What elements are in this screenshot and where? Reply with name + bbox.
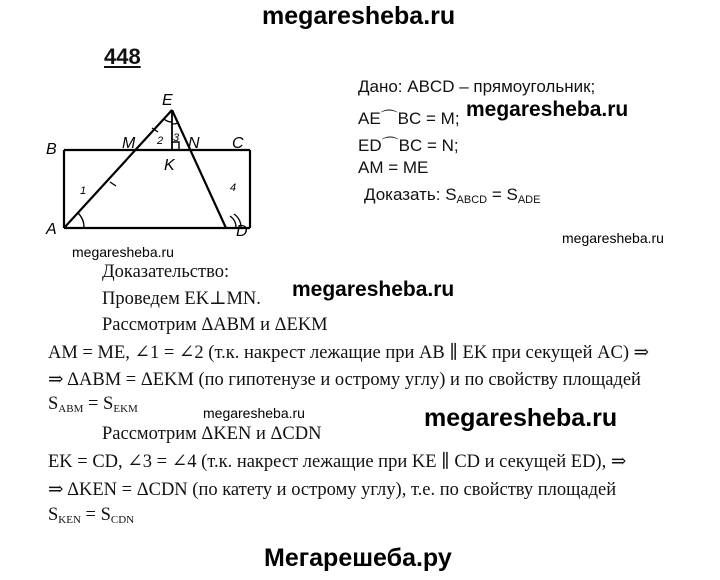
angle1-arc [78, 213, 84, 228]
tick-am [110, 182, 116, 186]
label-a: A [46, 221, 57, 238]
given-line-4: AM = ME [358, 158, 429, 177]
given-line-1: Дано: ABCD – прямоугольник; [358, 77, 596, 96]
proof-heading: Доказательство: [102, 262, 230, 282]
label-d: D [236, 223, 248, 238]
header-watermark[interactable]: megaresheba.ru [262, 2, 456, 30]
watermark-given[interactable]: megaresheba.ru [466, 98, 629, 121]
prove-line: Доказать: $S_{ABCD} = S_{ADE}$ [364, 185, 541, 206]
proof-line-3: AM = ME, ∠1 = ∠2 (т.к. накрест лежащие при AB ∥ EK при секущей AC) ⇒ [48, 343, 650, 363]
proof-step-2: Рассмотрим ΔABM и ΔEKM [102, 315, 328, 335]
label-n: N [188, 135, 200, 152]
given-line-2: AE⌒BC = M; [358, 109, 460, 128]
label-e: E [162, 92, 173, 109]
proof-line-4: ⇒ ΔABM = ΔEKM (по гипотенузе и острому углу) и по свойству площадей [48, 370, 641, 390]
watermark-small-center[interactable]: megaresheba.ru [203, 405, 305, 421]
area-equality-2: SKEN = SCDN [48, 505, 135, 526]
label-b: B [46, 141, 57, 158]
problem-number: 448 [104, 44, 141, 69]
given-line-3: ED⌒BC = N; [358, 136, 459, 155]
segment-ae [64, 110, 172, 228]
angle2-arc [164, 119, 172, 122]
label-angle1: 1 [80, 185, 87, 197]
label-angle2: 2 [157, 135, 164, 147]
label-k: K [164, 157, 175, 174]
label-m: M [122, 135, 136, 152]
label-c: C [232, 135, 244, 152]
proof-line-6: EK = CD, ∠3 = ∠4 (т.к. накрест лежащие при KE ∥ CD и секущей ED), ⇒ [48, 452, 627, 472]
proof-step-1: Проведем EK⊥MN. [102, 289, 261, 309]
segment-ed [172, 110, 226, 228]
label-angle3: 3 [173, 132, 180, 144]
proof-step-3: Рассмотрим ΔKEN и ΔCDN [102, 424, 322, 444]
area-equality-1: SABM = SEKM [48, 394, 138, 415]
label-angle4: 4 [230, 182, 237, 194]
watermark-right-big[interactable]: megaresheba.ru [424, 404, 618, 432]
geometry-figure [40, 88, 280, 238]
watermark-small-right[interactable]: megaresheba.ru [562, 230, 664, 246]
watermark-small-left[interactable]: megaresheba.ru [72, 244, 174, 260]
proof-line-7: ⇒ ΔKEN = ΔCDN (по катету и острому углу), т.е. по свойству площадей [48, 480, 617, 500]
watermark-middle[interactable]: megaresheba.ru [292, 278, 455, 301]
footer-watermark[interactable]: Мегарешеба.ру [264, 544, 452, 572]
